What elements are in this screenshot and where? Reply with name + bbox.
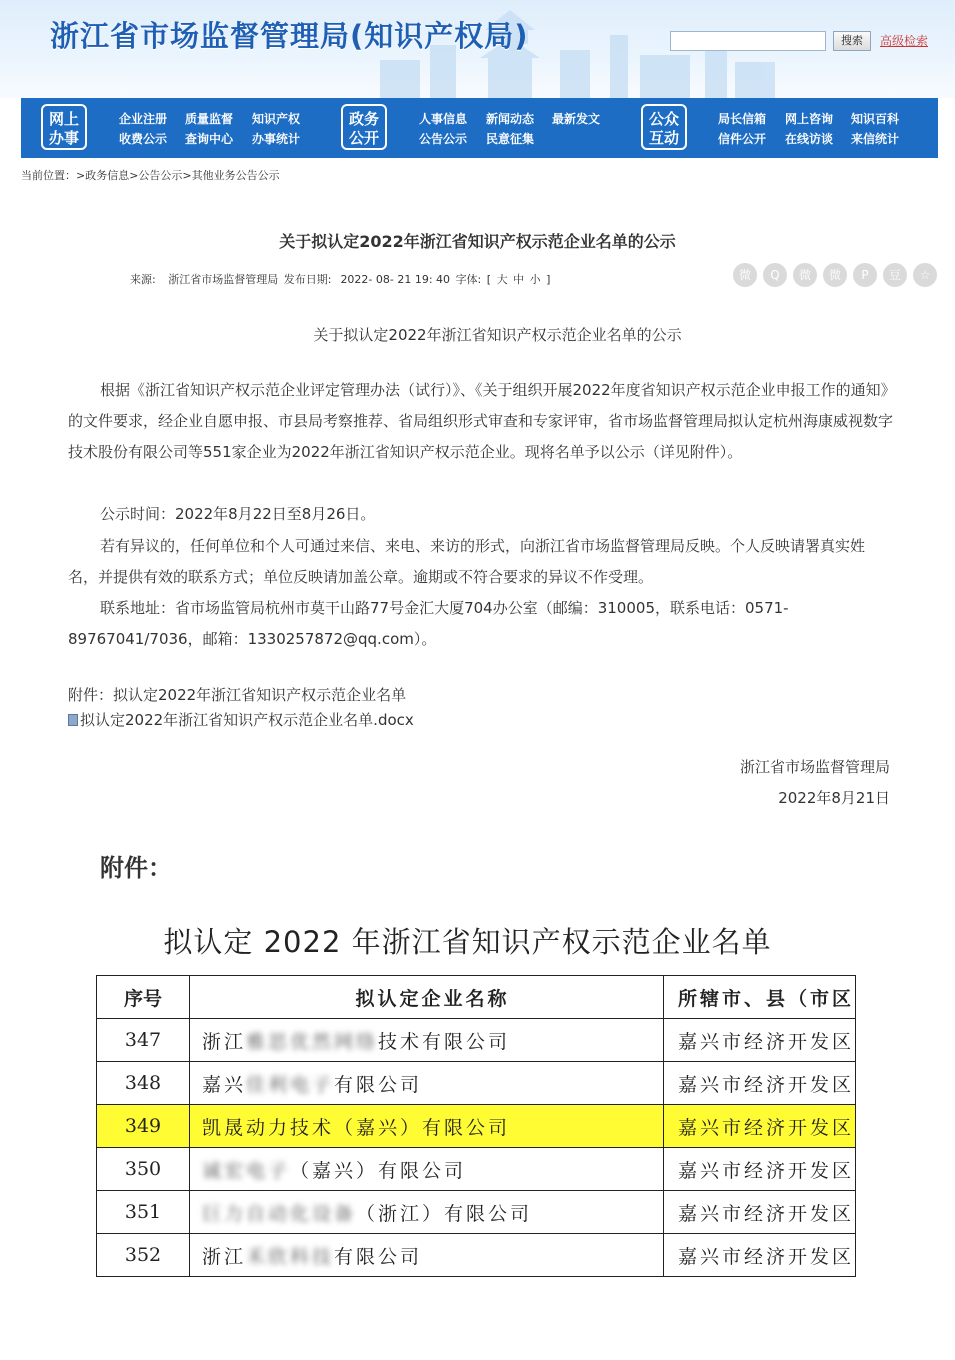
cell-district: 嘉兴市经济开发区: [664, 1062, 856, 1105]
font-bracket-open: [: [486, 273, 492, 286]
font-bracket-close: ]: [546, 273, 551, 286]
cell-district: 嘉兴市经济开发区: [664, 1105, 856, 1148]
company-suffix: 有限公司: [334, 1073, 423, 1096]
attachment-label: 附件：拟认定2022年浙江省知识产权示范企业名单: [68, 686, 407, 704]
wechat-moments-share-icon[interactable]: 微: [823, 263, 847, 287]
header-serial: 序号: [97, 976, 190, 1019]
attachment-link[interactable]: [68, 709, 414, 730]
nav-link-news[interactable]: 新闻动态: [486, 112, 535, 126]
table-row: [97, 1062, 856, 1105]
company-masked: 佳利电子: [246, 1073, 335, 1096]
paragraph-objection: 若有异议的，任何单位和个人可通过来信、来电、来访的形式，向浙江省市场监督管理局反映。个人反映请署真实姓名，并提供有效的联系方式；单位反映请加盖公章。逾期或不符合要求的异议不作受理。: [68, 537, 866, 586]
nav-link-online-consult[interactable]: 网上咨询: [785, 112, 834, 126]
nav-link-fee-disclosure[interactable]: 收费公示: [119, 132, 168, 146]
nav-link-intellectual-property[interactable]: 知识产权: [252, 112, 301, 126]
nav-link-announcements[interactable]: 公告公示: [419, 132, 468, 146]
cell-district: 嘉兴市经济开发区: [664, 1019, 856, 1062]
nav-link-letters-public[interactable]: 信件公开: [718, 132, 767, 146]
font-size-small-button[interactable]: 小: [529, 273, 541, 286]
pinterest-share-icon[interactable]: P: [853, 263, 877, 287]
article-meta: [130, 271, 552, 287]
company-masked: 诚宏电子: [202, 1159, 291, 1182]
paragraph-period: 公示时间：2022年8月22日至8月26日。: [100, 505, 376, 523]
cell-district: 嘉兴市经济开发区: [664, 1234, 856, 1277]
nav-link-company-registration[interactable]: 企业注册: [119, 112, 168, 126]
nav-badge-label: 网上 办事: [48, 110, 79, 147]
date-label: 发布日期:: [283, 273, 332, 286]
company-suffix: （浙江）有限公司: [356, 1202, 533, 1225]
table-row: [97, 1019, 856, 1062]
enterprise-table: [96, 975, 856, 1277]
table-row: [97, 1191, 856, 1234]
cell-serial: 348: [97, 1062, 190, 1105]
site-title: 浙江省市场监督管理局(知识产权局): [50, 19, 529, 53]
cell-district: 嘉兴市经济开发区: [664, 1191, 856, 1234]
company-prefix: 浙江: [202, 1245, 247, 1268]
nav-badge-label: 政务 公开: [348, 110, 379, 147]
table-row: [97, 1148, 856, 1191]
company-suffix: （嘉兴）有限公司: [290, 1159, 467, 1182]
weibo-share-icon[interactable]: 微: [733, 263, 757, 287]
cell-district: 嘉兴市经济开发区: [664, 1148, 856, 1191]
attachment-filename: 拟认定2022年浙江省知识产权示范企业名单.docx: [80, 711, 414, 729]
table-header-row: [97, 976, 856, 1019]
nav-badge-gov-affairs[interactable]: [341, 104, 387, 150]
qq-share-icon[interactable]: Q: [763, 263, 787, 287]
annex-label: 附件：: [100, 854, 172, 882]
font-size-label: 字体:: [455, 273, 482, 286]
cell-serial: 349: [97, 1105, 190, 1148]
font-size-large-button[interactable]: 大: [496, 273, 508, 286]
cell-serial: 347: [97, 1019, 190, 1062]
search-input[interactable]: [670, 31, 826, 51]
cell-company: [190, 1148, 664, 1191]
breadcrumb[interactable]: 当前位置：>政务信息>公告公示>其他业务公告公示: [21, 169, 280, 182]
source-label: 来源:: [130, 273, 156, 286]
company-prefix: 凯晟动力技术（嘉兴）有限公司: [202, 1116, 511, 1139]
source-value: 浙江省市场监督管理局: [168, 273, 279, 286]
cell-company: [190, 1062, 664, 1105]
nav-link-service-stats[interactable]: 办事统计: [252, 132, 301, 146]
company-suffix: 技术有限公司: [378, 1030, 511, 1053]
company-prefix: 嘉兴: [202, 1073, 247, 1096]
header-district: 所辖市、县（市区: [664, 976, 856, 1019]
cell-company: [190, 1191, 664, 1234]
cell-company: [190, 1019, 664, 1062]
cell-serial: 350: [97, 1148, 190, 1191]
favorite-share-icon[interactable]: ☆: [913, 263, 937, 287]
date-value: 2022- 08- 21 19: 40: [340, 273, 451, 286]
nav-badge-label: 公众 互动: [648, 110, 679, 147]
header-company: 拟认定企业名称: [190, 976, 664, 1019]
douban-share-icon[interactable]: 豆: [883, 263, 907, 287]
document-icon: [68, 714, 78, 726]
company-masked: 禾欣科技: [246, 1245, 335, 1268]
main-nav: [21, 98, 938, 158]
advanced-search-link[interactable]: 高级检索: [880, 34, 929, 48]
search-button[interactable]: 搜索: [833, 31, 871, 51]
nav-link-quality-supervision[interactable]: 质量监督: [185, 112, 234, 126]
table-row: [97, 1234, 856, 1277]
cell-company: [190, 1234, 664, 1277]
article-subtitle: 关于拟认定2022年浙江省知识产权示范企业名单的公示: [313, 326, 682, 344]
nav-link-director-mailbox[interactable]: 局长信箱: [718, 112, 767, 126]
wechat-share-icon[interactable]: 微: [793, 263, 817, 287]
cell-serial: 352: [97, 1234, 190, 1277]
nav-link-latest-documents[interactable]: 最新发文: [552, 112, 601, 126]
paragraph-basis: 根据《浙江省知识产权示范企业评定管理办法（试行）》、《关于组织开展2022年度省知识产权示范企业申报工作的通知》的文件要求，经企业自愿申报、市县局考察推荐、省局组织形式审查和专家评审，省市场监督管理局拟认定杭州海康威视数字技术股份有限公司等551家企业为2022年浙江省知识产权示范企业。现将名单予以公示（详见附件）。: [68, 381, 894, 461]
annex-title: 拟认定 2022 年浙江省知识产权示范企业名单: [163, 925, 772, 959]
company-prefix: 浙江: [202, 1030, 247, 1053]
company-masked: 雅思优然网络: [246, 1030, 379, 1053]
article-title: 关于拟认定2022年浙江省知识产权示范企业名单的公示: [279, 232, 676, 251]
paragraph-contact: 联系地址：省市场监管局杭州市莫干山路77号金汇大厦704办公室（邮编：310005，联系电话：0571-89767041/7036，邮箱：1330257872@qq.com）。: [68, 599, 789, 648]
font-size-medium-button[interactable]: 中: [513, 273, 525, 286]
nav-badge-public-interaction[interactable]: [641, 104, 687, 150]
nav-link-letter-stats[interactable]: 来信统计: [851, 132, 900, 146]
nav-link-online-interview[interactable]: 在线访谈: [785, 132, 834, 146]
nav-link-knowledge-base[interactable]: 知识百科: [851, 112, 900, 126]
table-row-highlighted: [97, 1105, 856, 1148]
cell-serial: 351: [97, 1191, 190, 1234]
site-header: [0, 0, 955, 98]
signature-org: 浙江省市场监督管理局: [739, 758, 890, 776]
nav-link-public-opinion[interactable]: 民意征集: [486, 132, 535, 146]
company-suffix: 有限公司: [334, 1245, 423, 1268]
nav-link-personnel-info[interactable]: 人事信息: [419, 112, 468, 126]
company-masked: 巨力自动化设备: [202, 1202, 357, 1225]
nav-badge-online-service[interactable]: [41, 104, 87, 150]
signature-date: 2022年8月21日: [778, 789, 890, 807]
cell-company: [190, 1105, 664, 1148]
nav-link-query-center[interactable]: 查询中心: [185, 132, 234, 146]
